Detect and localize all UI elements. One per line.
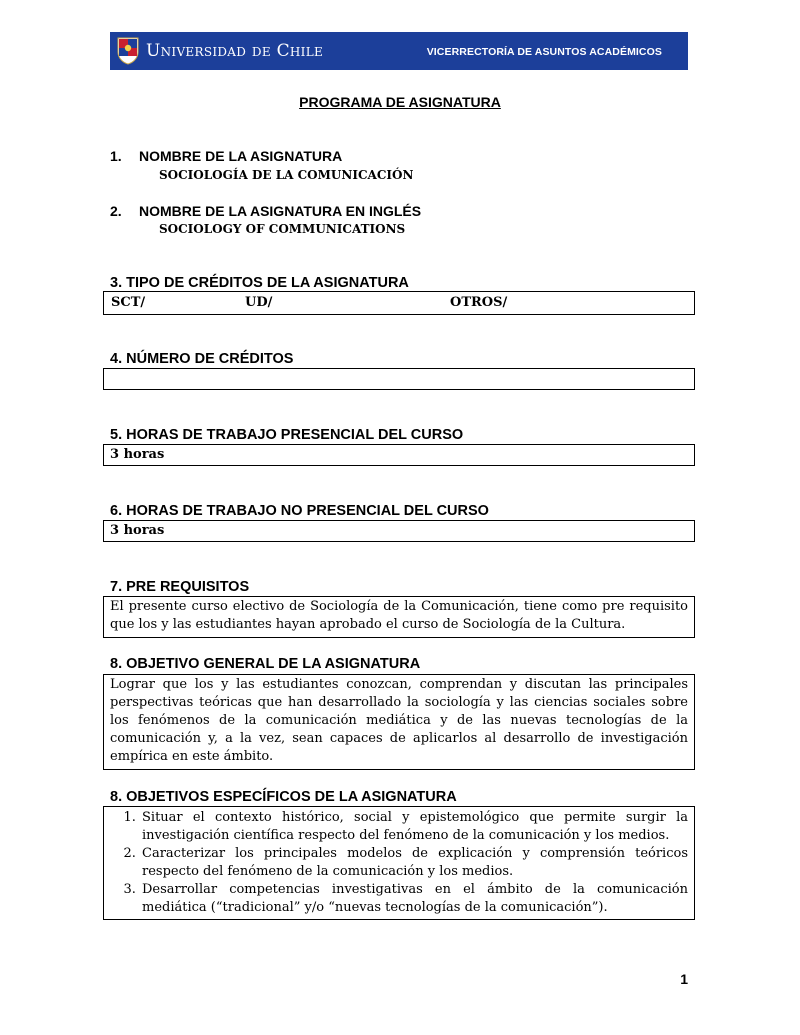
specific-objectives-box xyxy=(103,806,695,920)
presential-hours-box: 3 horas xyxy=(103,444,695,466)
list-item: 2. Caracterizar los principales modelos de explicación y comprensión teóricos respecto del fenómeno de la comunicación y los medios. xyxy=(140,845,688,881)
section-8-heading: 8. OBJETIVO GENERAL DE LA ASIGNATURA xyxy=(110,656,421,672)
non-presential-hours-box: 3 horas xyxy=(103,520,695,542)
university-shield-icon xyxy=(117,37,139,65)
specific-objectives-list xyxy=(104,807,694,919)
page-title: PROGRAMA DE ASIGNATURA xyxy=(299,94,501,110)
section-7-heading: 7. PRE REQUISITOS xyxy=(110,579,250,595)
section-3-heading: 3. TIPO DE CRÉDITOS DE LA ASIGNATURA xyxy=(110,275,409,291)
course-name-english-value: SOCIOLOGY OF COMMUNICATIONS xyxy=(159,222,406,236)
section-1-heading: 1. NOMBRE DE LA ASIGNATURA xyxy=(110,148,343,164)
university-name: Universidad de Chile xyxy=(146,41,324,61)
course-name-value: SOCIOLOGÍA DE LA COMUNICACIÓN xyxy=(159,168,414,182)
otros-label: OTROS/ xyxy=(450,295,508,310)
list-item: 3. Desarrollar competencias investigativas en el ámbito de la comunicación mediática (“tradicional” y/o “nuevas tecnologías de la comunicación”). xyxy=(140,881,688,917)
page-number: 1 xyxy=(680,971,688,987)
section-2-heading: 2. NOMBRE DE LA ASIGNATURA EN INGLÉS xyxy=(110,203,422,219)
prerequisites-box: El presente curso electivo de Sociología de la Comunicación, tiene como pre requisito que los y las estudiantes hayan aprobado el curso de Sociología de la Cultura. xyxy=(103,596,695,638)
ud-label: UD/ xyxy=(245,295,273,310)
vicerrectoria-label: VICERRECTORÍA DE ASUNTOS ACADÉMICOS xyxy=(426,46,662,58)
section-5-heading: 5. HORAS DE TRABAJO PRESENCIAL DEL CURSO xyxy=(110,427,464,443)
list-item: 1. Situar el contexto histórico, social y epistemológico que permite surgir la investigación científica respecto del fenómeno de la comunicación y los medios. xyxy=(140,809,688,845)
sct-label: SCT/ xyxy=(111,295,146,310)
section-4-heading: 4. NÚMERO DE CRÉDITOS xyxy=(110,351,294,367)
credits-number-box xyxy=(103,368,695,390)
section-6-heading: 6. HORAS DE TRABAJO NO PRESENCIAL DEL CURSO xyxy=(110,503,489,519)
header-banner xyxy=(110,32,688,70)
specific-objectives-heading: 8. OBJETIVOS ESPECÍFICOS DE LA ASIGNATURA xyxy=(110,789,457,805)
general-objective-box: Lograr que los y las estudiantes conozcan, comprendan y discutan las principales perspectivas teóricas que han desarrollado la sociología y las ciencias sociales sobre los fenómenos de la comunicación mediática y de las nuevas tecnologías de la comunicación y, a la vez, sean capaces de aplicarlos al desarrollo de investigación empírica en este ámbito. xyxy=(103,674,695,770)
credit-types-box xyxy=(103,291,695,315)
